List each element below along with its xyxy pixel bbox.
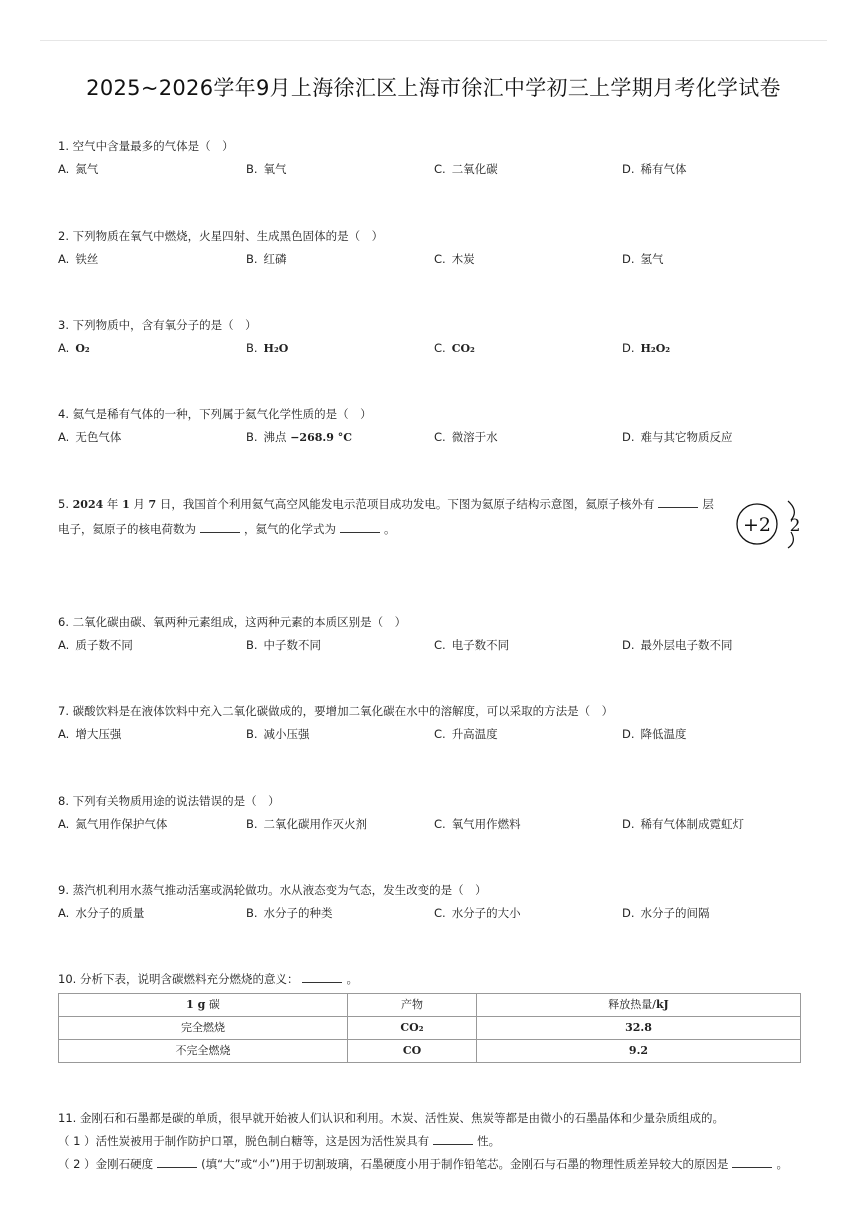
option-text: 沸点 (263, 430, 287, 444)
option-letter: B. (246, 638, 258, 652)
month-value: 1 (122, 498, 130, 511)
option-letter: A. (58, 817, 70, 831)
question-stem (58, 971, 801, 987)
question-2 (58, 228, 818, 267)
option-c[interactable] (434, 726, 498, 742)
shell-electron-count: 2 (789, 516, 801, 536)
question-stem: 9. 蒸汽机利用水蒸气推动活塞或涡轮做功。水从液态变为气态，发生改变的是（ ） (58, 883, 487, 897)
header-mass-value: 1 g (186, 998, 206, 1011)
option-letter: B. (246, 430, 258, 444)
option-letter: D. (622, 162, 635, 176)
question-number: 5. (58, 497, 69, 511)
text-segment: 。 (776, 1157, 788, 1171)
option-a[interactable] (58, 637, 133, 653)
option-text: 木炭 (451, 252, 475, 266)
cell-condition: 不完全燃烧 (59, 1040, 348, 1063)
question-stem: 7. 碳酸饮料是在液体饮料中充入二氧化碳做成的，要增加二氧化碳在水中的溶解度，可以采取的方法是（ ） (58, 704, 614, 718)
cell-product: CO₂ (348, 1017, 477, 1040)
options (58, 905, 818, 921)
question-stem: 2. 下列物质在氧气中燃烧，火星四射、生成黑色固体的是（ ） (58, 229, 384, 243)
answer-blank[interactable] (157, 1156, 197, 1168)
option-letter: C. (434, 430, 446, 444)
option-b[interactable] (246, 251, 287, 267)
header-mass-text: 碳 (208, 998, 220, 1011)
option-text: 氮气用作保护气体 (75, 817, 168, 831)
option-c[interactable] (434, 816, 521, 832)
option-letter: D. (622, 252, 635, 266)
question-6 (58, 614, 818, 653)
option-b[interactable] (246, 637, 321, 653)
sub-question-2 (58, 1156, 788, 1172)
option-a[interactable] (58, 340, 90, 357)
text-segment: 日，我国首个利用氦气高空风能发电示范项目成功发电。下图为氦原子结构示意图，氦原子核外有 (159, 497, 655, 511)
option-text: 质子数不同 (75, 638, 133, 652)
option-letter: A. (58, 430, 70, 444)
option-c[interactable] (434, 340, 475, 357)
text-segment: 性。 (477, 1134, 501, 1148)
answer-blank-charge[interactable] (200, 521, 240, 533)
text-segment: 。 (384, 522, 396, 536)
option-text: 最外层电子数不同 (640, 638, 733, 652)
option-letter: D. (622, 817, 635, 831)
options (58, 161, 818, 177)
combustion-table (58, 993, 801, 1063)
header-heat (477, 994, 801, 1017)
options (58, 340, 818, 356)
option-text: 微溶于水 (451, 430, 498, 444)
option-letter: C. (434, 252, 446, 266)
option-text: 无色气体 (75, 430, 122, 444)
question-stem: 8. 下列有关物质用途的说法错误的是（ ） (58, 794, 280, 808)
option-letter: B. (246, 727, 258, 741)
question-9 (58, 882, 818, 921)
text-segment: 月 (133, 497, 145, 511)
option-text: 难与其它物质反应 (640, 430, 733, 444)
option-formula: H₂O₂ (640, 342, 671, 355)
option-text: 氧气 (263, 162, 287, 176)
question-10 (58, 971, 801, 1063)
option-letter: C. (434, 341, 446, 355)
option-letter: C. (434, 817, 446, 831)
stem-text: 10. 分析下表，说明含碳燃料充分燃烧的意义： (58, 972, 299, 986)
answer-blank-shells[interactable] (658, 496, 698, 508)
question-11 (58, 1110, 788, 1179)
option-letter: A. (58, 906, 70, 920)
option-text: 减小压强 (263, 727, 310, 741)
text-segment: (填“大”或“小”)用于切割玻璃，石墨硬度小用于制作铅笔芯。金刚石与石墨的物理性质差异较大的原因是 (201, 1157, 729, 1171)
question-stem: 11. 金刚石和石墨都是碳的单质，很早就开始被人们认识和利用。木炭、活性炭、焦炭等都是由微小的石墨晶体和少量杂质组成的。 (58, 1111, 724, 1125)
text-segment: 年 (106, 497, 119, 511)
sub-question-1 (58, 1133, 788, 1149)
option-text: 降低温度 (640, 727, 687, 741)
option-formula: H₂O (263, 342, 289, 355)
helium-atom-diagram (733, 497, 808, 552)
options (58, 251, 818, 267)
option-b[interactable] (246, 905, 333, 921)
option-text: 稀有气体制成霓虹灯 (640, 817, 745, 831)
option-text: 氢气 (640, 252, 664, 266)
table-header-row (59, 994, 801, 1017)
text-segment: ，氦气的化学式为 (244, 522, 336, 536)
option-text: 稀有气体 (640, 162, 687, 176)
option-d[interactable] (622, 429, 733, 445)
option-letter: D. (622, 341, 635, 355)
option-c[interactable] (434, 905, 521, 921)
option-letter: D. (622, 727, 635, 741)
option-b[interactable] (246, 429, 352, 446)
option-text: 氧气用作燃料 (451, 817, 521, 831)
option-letter: B. (246, 906, 258, 920)
option-letter: C. (434, 906, 446, 920)
option-letter: C. (434, 162, 446, 176)
options (58, 429, 818, 445)
option-letter: B. (246, 341, 258, 355)
option-b[interactable] (246, 161, 287, 177)
option-d[interactable] (622, 905, 710, 921)
option-a[interactable] (58, 429, 121, 445)
question-stem: 6. 二氧化碳由碳、氧两种元素组成，这两种元素的本质区别是（ ） (58, 615, 407, 629)
option-d[interactable] (622, 816, 744, 832)
option-letter: C. (434, 727, 446, 741)
option-a[interactable] (58, 251, 98, 267)
option-a[interactable] (58, 816, 167, 832)
option-a[interactable] (58, 905, 144, 921)
table-row (59, 1017, 801, 1040)
option-text: 升高温度 (451, 727, 498, 741)
day-value: 7 (148, 498, 157, 511)
option-d[interactable] (622, 726, 687, 742)
header-product: 产物 (348, 994, 477, 1017)
question-stem: 1. 空气中含量最多的气体是（ ） (58, 139, 234, 153)
option-letter: A. (58, 252, 70, 266)
option-formula: CO₂ (451, 342, 475, 355)
option-text: 水分子的间隔 (640, 906, 710, 920)
option-d[interactable] (622, 251, 664, 267)
option-letter: D. (622, 638, 635, 652)
exam-title: 2025~2026学年9月上海徐汇区上海市徐汇中学初三上学期月考化学试卷 (86, 76, 781, 100)
option-formula: O₂ (75, 342, 90, 355)
answer-blank[interactable] (732, 1156, 772, 1168)
header-mass (59, 994, 348, 1017)
question-7 (58, 703, 818, 742)
option-d[interactable] (622, 161, 687, 177)
answer-blank[interactable] (302, 971, 342, 983)
option-letter: B. (246, 817, 258, 831)
top-divider (40, 40, 827, 41)
option-text: 中子数不同 (263, 638, 322, 652)
option-text: 红磷 (263, 252, 287, 266)
cell-product: CO (348, 1040, 477, 1063)
option-letter: B. (246, 252, 258, 266)
option-letter: A. (58, 727, 70, 741)
option-letter: A. (58, 638, 70, 652)
option-b[interactable] (246, 816, 367, 832)
option-text: 水分子的种类 (263, 906, 333, 920)
question-1 (58, 138, 818, 177)
option-text: 水分子的质量 (75, 906, 145, 920)
option-a[interactable] (58, 726, 121, 742)
option-a[interactable] (58, 161, 98, 177)
option-formula: −268.9 °C (290, 431, 352, 444)
option-letter: A. (58, 341, 70, 355)
option-text: 二氧化碳用作灭火剂 (263, 817, 368, 831)
header-heat-text: 释放热量/ (608, 998, 656, 1011)
option-b[interactable] (246, 726, 310, 742)
question-stem: 3. 下列物质中，含有氧分子的是（ ） (58, 318, 257, 332)
option-letter: C. (434, 638, 446, 652)
option-d[interactable] (622, 637, 733, 653)
option-c[interactable] (434, 251, 475, 267)
options (58, 816, 818, 832)
stem-end: 。 (346, 972, 358, 986)
nucleus-charge: +2 (742, 514, 772, 536)
header-heat-unit: kJ (655, 998, 669, 1011)
option-c[interactable] (434, 637, 509, 653)
answer-blank[interactable] (433, 1133, 473, 1145)
option-text: 增大压强 (75, 727, 122, 741)
cell-heat: 32.8 (477, 1017, 801, 1040)
question-5 (58, 492, 718, 541)
option-letter: D. (622, 906, 635, 920)
question-4 (58, 406, 818, 445)
cell-heat: 9.2 (477, 1040, 801, 1063)
option-c[interactable] (434, 429, 498, 445)
text-segment: 层电子，氦原子的核电荷数为 (58, 497, 714, 536)
text-segment: （ 2 ）金刚石硬度 (58, 1157, 154, 1171)
option-letter: A. (58, 162, 70, 176)
option-text: 氮气 (75, 162, 99, 176)
question-3 (58, 317, 818, 356)
option-text: 铁丝 (75, 252, 99, 266)
text-segment: （ 1 ）活性炭被用于制作防护口罩，脱色制白糖等，这是因为活性炭具有 (58, 1134, 430, 1148)
question-stem: 4. 氦气是稀有气体的一种，下列属于氦气化学性质的是（ ） (58, 407, 372, 421)
table-row (59, 1040, 801, 1063)
option-letter: D. (622, 430, 635, 444)
options (58, 726, 818, 742)
option-letter: B. (246, 162, 258, 176)
option-b[interactable] (246, 340, 288, 357)
option-c[interactable] (434, 161, 498, 177)
question-8 (58, 793, 818, 832)
option-text: 水分子的大小 (451, 906, 521, 920)
answer-blank-formula[interactable] (340, 521, 380, 533)
option-d[interactable] (622, 340, 670, 357)
option-text: 电子数不同 (451, 638, 510, 652)
option-text: 二氧化碳 (451, 162, 498, 176)
options (58, 637, 818, 653)
cell-condition: 完全燃烧 (59, 1017, 348, 1040)
year-value: 2024 (72, 498, 104, 511)
